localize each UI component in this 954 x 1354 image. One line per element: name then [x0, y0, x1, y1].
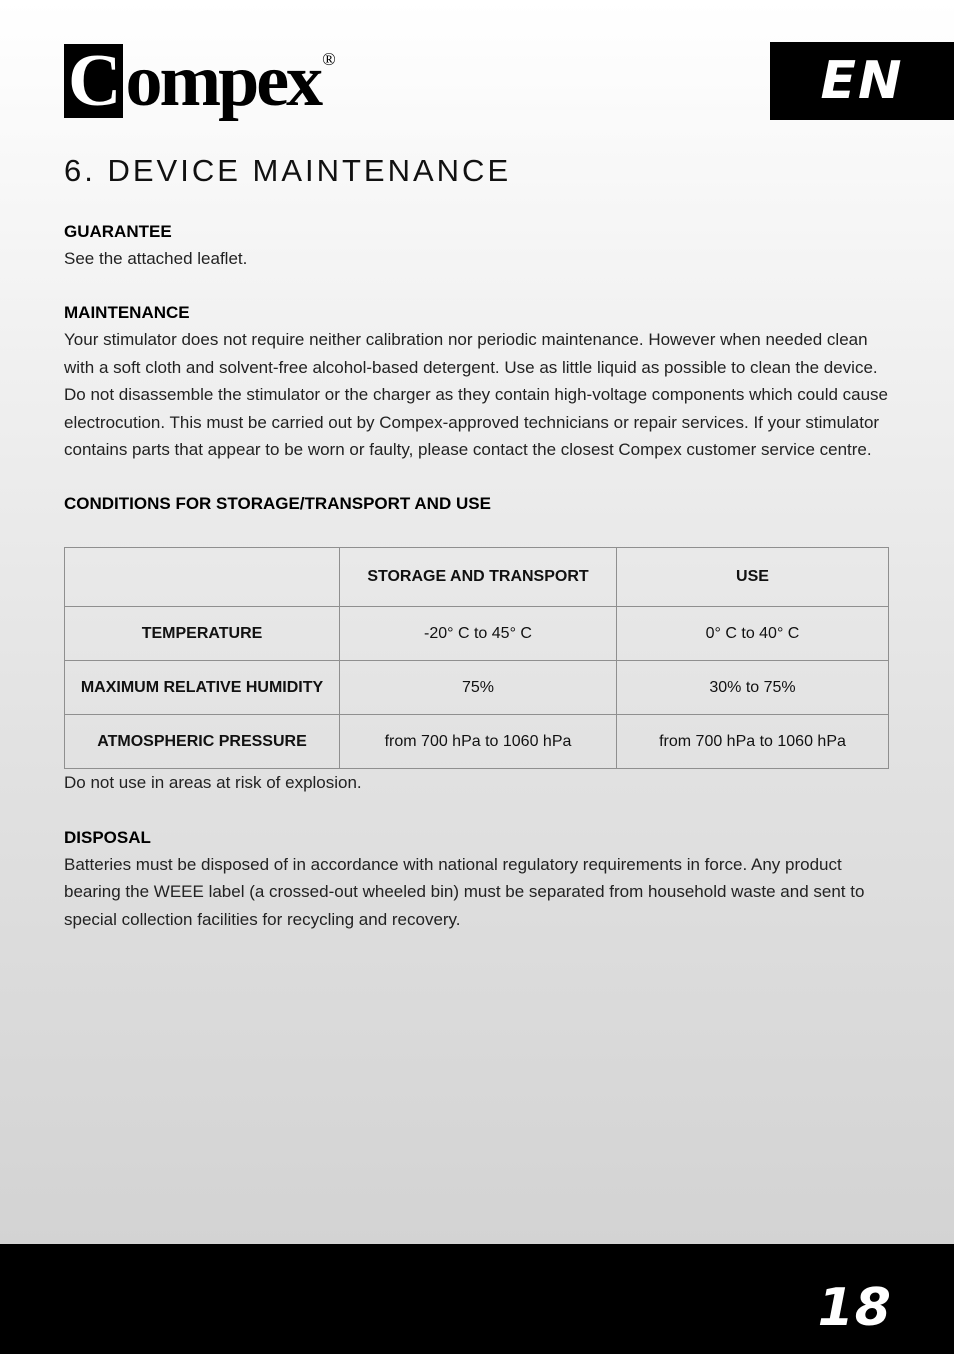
table-row: [65, 607, 889, 661]
page-number: 18: [817, 1278, 892, 1338]
footer-bar: [0, 1244, 954, 1354]
conditions-table: [64, 547, 889, 769]
disposal-section: [64, 824, 894, 933]
logo-text: ompex: [125, 40, 321, 122]
table-row-label: MAXIMUM RELATIVE HUMIDITY: [65, 661, 340, 715]
conditions-section: [64, 490, 894, 796]
disposal-heading: DISPOSAL: [64, 827, 151, 847]
table-row-label: ATMOSPHERIC PRESSURE: [65, 715, 340, 769]
table-row: [65, 661, 889, 715]
table-cell: 0° C to 40° C: [617, 607, 889, 661]
table-cell: from 700 hPa to 1060 hPa: [617, 715, 889, 769]
language-tab: EN: [770, 42, 954, 120]
table-cell: from 700 hPa to 1060 hPa: [340, 715, 617, 769]
maintenance-section: [64, 299, 894, 463]
guarantee-section: [64, 218, 894, 272]
table-cell: 75%: [340, 661, 617, 715]
maintenance-heading: MAINTENANCE: [64, 303, 190, 323]
table-cell: -20° C to 45° C: [340, 607, 617, 661]
guarantee-heading: GUARANTEE: [64, 222, 172, 241]
explosion-warning: Do not use in areas at risk of explosion.: [64, 773, 362, 793]
table-header-cell: USE: [617, 548, 889, 607]
compex-logo: [64, 40, 336, 122]
table-header-row: [65, 548, 889, 607]
table-cell: 30% to 75%: [617, 661, 889, 715]
table-row: [65, 715, 889, 769]
page-title: 6. DEVICE MAINTENANCE: [64, 153, 512, 188]
table-header-cell: [65, 548, 340, 607]
logo-initial: C: [64, 44, 123, 118]
guarantee-body: See the attached leaflet.: [64, 249, 248, 268]
disposal-body: Batteries must be disposed of in accordance with national regulatory requirements in force. Any product bearing the WEEE label (a crossed-out wheeled bin) must be separated from household waste and sent to special collection facilities for recycling and recovery.: [64, 854, 865, 929]
conditions-heading: CONDITIONS FOR STORAGE/TRANSPORT AND USE: [64, 494, 491, 514]
page-content: [64, 218, 894, 933]
maintenance-body: Your stimulator does not require neither calibration nor periodic maintenance. However when needed clean with a soft cloth and solvent-free alcohol-based detergent. Use as little liquid as possible to clean the device. Do not disassemble the stimulator or the charger as they contain high-voltage components which could cause electrocution. This must be carried out by Compex-approved technicians or repair services. If your stimulator contains parts that appear to be worn or faulty, please contact the closest Compex customer service centre.: [64, 330, 889, 460]
table-header-cell: STORAGE AND TRANSPORT: [340, 548, 617, 607]
table-row-label: TEMPERATURE: [65, 607, 340, 661]
registered-mark: ®: [322, 49, 336, 69]
